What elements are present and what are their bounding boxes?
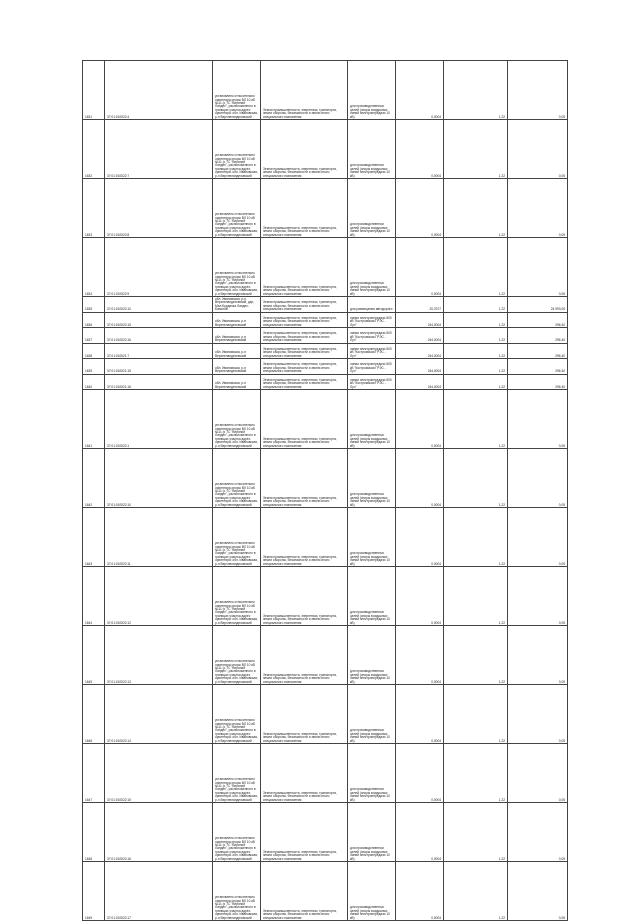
land-category-cell: Земли промышленности, энергетики, транспорта, земли обороны, безопасности и земли иного специального назначения	[261, 685, 348, 744]
area-cell: 20,3707	[396, 297, 444, 313]
cadastral-number-cell: 37:01:010522:10	[105, 297, 213, 313]
value-cell: 0,05	[508, 179, 568, 238]
value-cell: 0,05	[508, 803, 568, 862]
coefficient-cell: 1,22	[444, 297, 508, 313]
permitted-use-cell: для производственных целей (опоры воздушных линий электропередачи 10 кВ)	[348, 567, 396, 626]
permitted-use-cell: для производственных целей (опоры воздушных линий электропередачи 10 кВ)	[348, 803, 396, 862]
table-row	[83, 803, 568, 862]
cadastral-number-cell: 37:01:010522:7	[105, 120, 213, 179]
value-cell: 296,40	[508, 374, 568, 390]
land-category-cell: Земли промышленности, энергетики, транспорта, земли обороны, безопасности и земли иного специального назначения	[261, 120, 348, 179]
coefficient-cell: 1,22	[444, 179, 508, 238]
table-row	[83, 179, 568, 238]
land-category-cell: Земли промышленности, энергетики, транспорта, земли обороны, безопасности и земли иного специального назначения	[261, 567, 348, 626]
permitted-use-cell: для производственных целей (опоры воздушных линий электропередачи 10 кВ)	[348, 449, 396, 508]
table-row	[83, 862, 568, 921]
location-cell: обл. Ивановская, р-н Верхнеландеховский	[213, 374, 261, 390]
area-cell: 244,0004	[396, 359, 444, 375]
cadastral-number-cell: 37:01:010522:17	[105, 862, 213, 921]
plot-number-cell: 1648	[83, 803, 105, 862]
coefficient-cell: 1,22	[444, 685, 508, 744]
permitted-use-cell: линии электропередачи 500 кВ "Костромская ГРЭС - Луч"	[348, 312, 396, 328]
location-cell: обл. Ивановская, р-н Верхнеландеховский	[213, 328, 261, 344]
table-row	[83, 238, 568, 297]
cadastral-number-cell: 37:01:010521:7	[105, 343, 213, 359]
land-category-cell: Земли промышленности, энергетики, транспорта, земли обороны, безопасности и земли иного специального назначения	[261, 508, 348, 567]
land-category-cell: Земли промышленности, энергетики, транспорта, земли обороны, безопасности и земли иного специального назначения	[261, 343, 348, 359]
area-cell: 244,0004	[396, 343, 444, 359]
coefficient-cell: 1,22	[444, 359, 508, 375]
location-cell: обл. Ивановская, р-н Верхнеландеховский	[213, 312, 261, 328]
table-row	[83, 312, 568, 328]
value-cell: 296,40	[508, 328, 568, 344]
land-category-cell: Земли промышленности, энергетики, транспорта, земли обороны, безопасности и земли иного специального назначения	[261, 179, 348, 238]
area-cell: 0,0004	[396, 390, 444, 449]
permitted-use-cell: для производственных целей (опоры воздушных линий электропередачи 10 кВ)	[348, 238, 396, 297]
area-cell: 0,0004	[396, 803, 444, 862]
value-cell: 24 993,05	[508, 297, 568, 313]
location-cell: установлено относительно ориентира опоры ВЛ 10 кВ №11 (с ТС "Верхний Ландех", расположенного в границах участка адрес ориентира: обл. Ивановская, р-н Верхнеландеховский	[213, 626, 261, 685]
area-cell: 0,0004	[396, 238, 444, 297]
plot-number-cell: 1649	[83, 862, 105, 921]
table-row	[83, 744, 568, 803]
coefficient-cell: 1,22	[444, 61, 508, 120]
coefficient-cell: 1,22	[444, 238, 508, 297]
location-cell: установлено относительно ориентира опоры ВЛ 10 кВ №11 (с ТС "Верхний Ландех", расположенного в границах участка адрес ориентира: обл. Ивановская, р-н Верхнеландеховский	[213, 803, 261, 862]
land-category-cell: Земли промышленности, энергетики, транспорта, земли обороны, безопасности и земли иного специального назначения	[261, 328, 348, 344]
coefficient-cell: 1,22	[444, 343, 508, 359]
plot-number-cell: 1639	[83, 359, 105, 375]
location-cell: установлено относительно ориентира опоры ВЛ 10 кВ №11 (с ТС "Верхний Ландех", расположенного в границах участка адрес ориентира: обл. Ивановская, р-н Верхнеландеховский	[213, 685, 261, 744]
value-cell: 0,05	[508, 508, 568, 567]
location-cell: установлено относительно ориентира опоры ВЛ 10 кВ №11 (с ТС "Верхний Ландех", расположенного в границах участка адрес ориентира: обл. Ивановская, р-н Верхнеландеховский	[213, 179, 261, 238]
land-plots-table	[82, 60, 568, 921]
area-cell: 0,0004	[396, 449, 444, 508]
cadastral-number-cell: 37:01:010521:15	[105, 359, 213, 375]
table-row	[83, 390, 568, 449]
value-cell: 0,05	[508, 449, 568, 508]
table-row	[83, 374, 568, 390]
plot-number-cell: 1643	[83, 508, 105, 567]
permitted-use-cell: для производственных целей (опоры воздушных линий электропередачи 10 кВ)	[348, 626, 396, 685]
plot-number-cell: 1634	[83, 238, 105, 297]
value-cell: 0,05	[508, 626, 568, 685]
area-cell: 0,0004	[396, 61, 444, 120]
plot-number-cell: 1635	[83, 297, 105, 313]
permitted-use-cell: для производственных целей (опоры воздушных линий электропередачи 10 кВ)	[348, 685, 396, 744]
table-row	[83, 508, 568, 567]
table-row	[83, 685, 568, 744]
coefficient-cell: 1,22	[444, 744, 508, 803]
location-cell: установлено относительно ориентира опоры ВЛ 10 кВ №11 (с ТС "Верхний Ландех", расположенного в границах участка адрес ориентира: обл. Ивановская, р-н Верхнеландеховский	[213, 862, 261, 921]
coefficient-cell: 1,22	[444, 803, 508, 862]
cadastral-number-cell: 37:01:010522:15	[105, 744, 213, 803]
area-cell: 244,0004	[396, 374, 444, 390]
area-cell: 0,0004	[396, 567, 444, 626]
cadastral-number-cell: 37:01:010522:15	[105, 312, 213, 328]
plot-number-cell: 1633	[83, 179, 105, 238]
value-cell: 296,40	[508, 312, 568, 328]
permitted-use-cell: для производственных целей (опоры воздушных линий электропередачи 10 кВ)	[348, 508, 396, 567]
location-cell: обл. Ивановская, р-н Верхнеландеховский	[213, 343, 261, 359]
plot-number-cell: 1632	[83, 120, 105, 179]
location-cell: обл. Ивановская, р-н Верхнеландеховский	[213, 359, 261, 375]
cadastral-number-cell: 37:01:010522:14	[105, 685, 213, 744]
cadastral-number-cell: 37:01:010522:12	[105, 567, 213, 626]
value-cell: 0,05	[508, 567, 568, 626]
location-cell: обл. Ивановская, р-н Верхнеландеховский, дер. Мал.Бурдинка Ландех-Бахилов	[213, 297, 261, 313]
plot-number-cell: 1647	[83, 744, 105, 803]
cadastral-number-cell: 37:01:010522:4	[105, 61, 213, 120]
land-category-cell: Земли промышленности, энергетики, транспорта, земли обороны, безопасности и земли иного специального назначения	[261, 626, 348, 685]
coefficient-cell: 1,22	[444, 328, 508, 344]
area-cell: 0,0004	[396, 626, 444, 685]
location-cell: установлено относительно ориентира опоры ВЛ 10 кВ №11 (с ТС "Верхний Ландех", расположенного в границах участка адрес ориентира: обл. Ивановская, р-н Верхнеландеховский	[213, 61, 261, 120]
coefficient-cell: 1,22	[444, 374, 508, 390]
area-cell: 0,0004	[396, 120, 444, 179]
area-cell: 0,0004	[396, 508, 444, 567]
land-category-cell: Земли промышленности, энергетики, транспорта, земли обороны, безопасности и земли иного специального назначения	[261, 744, 348, 803]
permitted-use-cell: для производственных целей (опоры воздушных линий электропередачи 10 кВ)	[348, 744, 396, 803]
plot-number-cell: 1636	[83, 312, 105, 328]
table-row	[83, 359, 568, 375]
plot-number-cell: 1646	[83, 685, 105, 744]
value-cell: 0,05	[508, 685, 568, 744]
plot-number-cell: 1644	[83, 567, 105, 626]
plot-number-cell: 1641	[83, 390, 105, 449]
value-cell: 296,40	[508, 359, 568, 375]
cadastral-number-cell: 37:01:010522:9	[105, 238, 213, 297]
coefficient-cell: 1,22	[444, 626, 508, 685]
location-cell: установлено относительно ориентира опоры ВЛ 10 кВ №11 (с ТС "Верхний Ландех", расположенного в границах участка адрес ориентира: обл. Ивановская, р-н Верхнеландеховский	[213, 744, 261, 803]
permitted-use-cell: для производственных целей (опоры воздушных линий электропередачи 10 кВ)	[348, 61, 396, 120]
value-cell: 296,40	[508, 343, 568, 359]
coefficient-cell: 1,22	[444, 508, 508, 567]
plot-number-cell: 1637	[83, 328, 105, 344]
location-cell: установлено относительно ориентира опоры ВЛ 10 кВ №11 (с ТС "Верхний Ландех", расположенного в границах участка адрес ориентира: обл. Ивановская, р-н Верхнеландеховский	[213, 449, 261, 508]
cadastral-number-cell: 37:01:010522:10	[105, 449, 213, 508]
permitted-use-cell: линии электропередачи 500 кВ "Костромская ГРЭС - Луч"	[348, 328, 396, 344]
land-category-cell: Земли промышленности, энергетики, транспорта, земли обороны, безопасности и земли иного специального назначения	[261, 374, 348, 390]
land-category-cell: Земли промышленности, энергетики, транспорта, земли обороны, безопасности и земли иного специального назначения	[261, 862, 348, 921]
table-row	[83, 626, 568, 685]
coefficient-cell: 1,22	[444, 312, 508, 328]
coefficient-cell: 1,22	[444, 449, 508, 508]
land-category-cell: Земли промышленности, энергетики, транспорта, земли обороны, безопасности и земли иного специального назначения	[261, 297, 348, 313]
table-row	[83, 61, 568, 120]
table-row	[83, 297, 568, 313]
value-cell: 0,05	[508, 390, 568, 449]
permitted-use-cell: линии электропередачи 500 кВ "Костромская ГРЭС - Луч"	[348, 343, 396, 359]
cadastral-number-cell: 37:01:010521:16	[105, 374, 213, 390]
permitted-use-cell: линии электропередачи 500 кВ "Костромская ГРЭС - Луч"	[348, 374, 396, 390]
land-category-cell: Земли промышленности, энергетики, транспорта, земли обороны, безопасности и земли иного специального назначения	[261, 390, 348, 449]
location-cell: установлено относительно ориентира опоры ВЛ 10 кВ №11 (с ТС "Верхний Ландех", расположенного в границах участка адрес ориентира: обл. Ивановская, р-н Верхнеландеховский	[213, 567, 261, 626]
land-category-cell: Земли промышленности, энергетики, транспорта, земли обороны, безопасности и земли иного специального назначения	[261, 449, 348, 508]
table-row	[83, 343, 568, 359]
area-cell: 244,0004	[396, 312, 444, 328]
value-cell: 0,05	[508, 238, 568, 297]
permitted-use-cell: для производственных целей (опоры воздушных линий электропередачи 10 кВ)	[348, 862, 396, 921]
plot-number-cell: 1645	[83, 626, 105, 685]
coefficient-cell: 1,22	[444, 120, 508, 179]
coefficient-cell: 1,22	[444, 567, 508, 626]
permitted-use-cell: для производственных целей (опоры воздушных линий электропередачи 10 кВ)	[348, 120, 396, 179]
cadastral-number-cell: 37:01:010522:1	[105, 390, 213, 449]
permitted-use-cell: для размещения автодороги	[348, 297, 396, 313]
location-cell: установлено относительно ориентира опоры ВЛ 10 кВ №11 (с ТС "Верхний Ландех", расположенного в границах участка адрес ориентира: обл. Ивановская, р-н Верхнеландеховский	[213, 120, 261, 179]
permitted-use-cell: для производственных целей (опоры воздушных линий электропередачи 10 кВ)	[348, 390, 396, 449]
value-cell: 0,05	[508, 120, 568, 179]
area-cell: 0,0004	[396, 862, 444, 921]
land-category-cell: Земли промышленности, энергетики, транспорта, земли обороны, безопасности и земли иного специального назначения	[261, 803, 348, 862]
table-row	[83, 449, 568, 508]
location-cell: установлено относительно ориентира опоры ВЛ 10 кВ №11 (с ТС "Верхний Ландех", расположенного в границах участка адрес ориентира: обл. Ивановская, р-н Верхнеландеховский	[213, 508, 261, 567]
area-cell: 0,0004	[396, 685, 444, 744]
land-category-cell: Земли промышленности, энергетики, транспорта, земли обороны, безопасности и земли иного специального назначения	[261, 61, 348, 120]
plot-number-cell: 1631	[83, 61, 105, 120]
table-row	[83, 120, 568, 179]
value-cell: 0,05	[508, 862, 568, 921]
coefficient-cell: 1,22	[444, 390, 508, 449]
land-category-cell: Земли промышленности, энергетики, транспорта, земли обороны, безопасности и земли иного специального назначения	[261, 312, 348, 328]
cadastral-number-cell: 37:01:010522:16	[105, 803, 213, 862]
plot-number-cell: 1640	[83, 374, 105, 390]
permitted-use-cell: для производственных целей (опоры воздушных линий электропередачи 10 кВ)	[348, 179, 396, 238]
cadastral-number-cell: 37:01:010522:16	[105, 328, 213, 344]
area-cell: 0,0004	[396, 744, 444, 803]
land-category-cell: Земли промышленности, энергетики, транспорта, земли обороны, безопасности и земли иного специального назначения	[261, 238, 348, 297]
location-cell: установлено относительно ориентира опоры ВЛ 10 кВ №11 (с ТС "Верхний Ландех", расположенного в границах участка адрес ориентира: обл. Ивановская, р-н Верхнеландеховский	[213, 238, 261, 297]
location-cell: установлено относительно ориентира опоры ВЛ 10 кВ №11 (с ТС "Верхний Ландех", расположенного в границах участка адрес ориентира: обл. Ивановская, р-н Верхнеландеховский	[213, 390, 261, 449]
plot-number-cell: 1638	[83, 343, 105, 359]
coefficient-cell: 1,22	[444, 862, 508, 921]
table-body	[83, 61, 568, 921]
table-row	[83, 567, 568, 626]
permitted-use-cell: линии электропередачи 500 кВ "Костромская ГРЭС - Луч"	[348, 359, 396, 375]
value-cell: 0,05	[508, 744, 568, 803]
plot-number-cell: 1642	[83, 449, 105, 508]
area-cell: 244,0004	[396, 328, 444, 344]
value-cell: 0,05	[508, 61, 568, 120]
cadastral-number-cell: 37:01:010522:8	[105, 179, 213, 238]
cadastral-number-cell: 37:01:010522:11	[105, 508, 213, 567]
land-category-cell: Земли промышленности, энергетики, транспорта, земли обороны, безопасности и земли иного специального назначения	[261, 359, 348, 375]
area-cell: 0,0004	[396, 179, 444, 238]
table-row	[83, 328, 568, 344]
cadastral-number-cell: 37:01:010522:13	[105, 626, 213, 685]
